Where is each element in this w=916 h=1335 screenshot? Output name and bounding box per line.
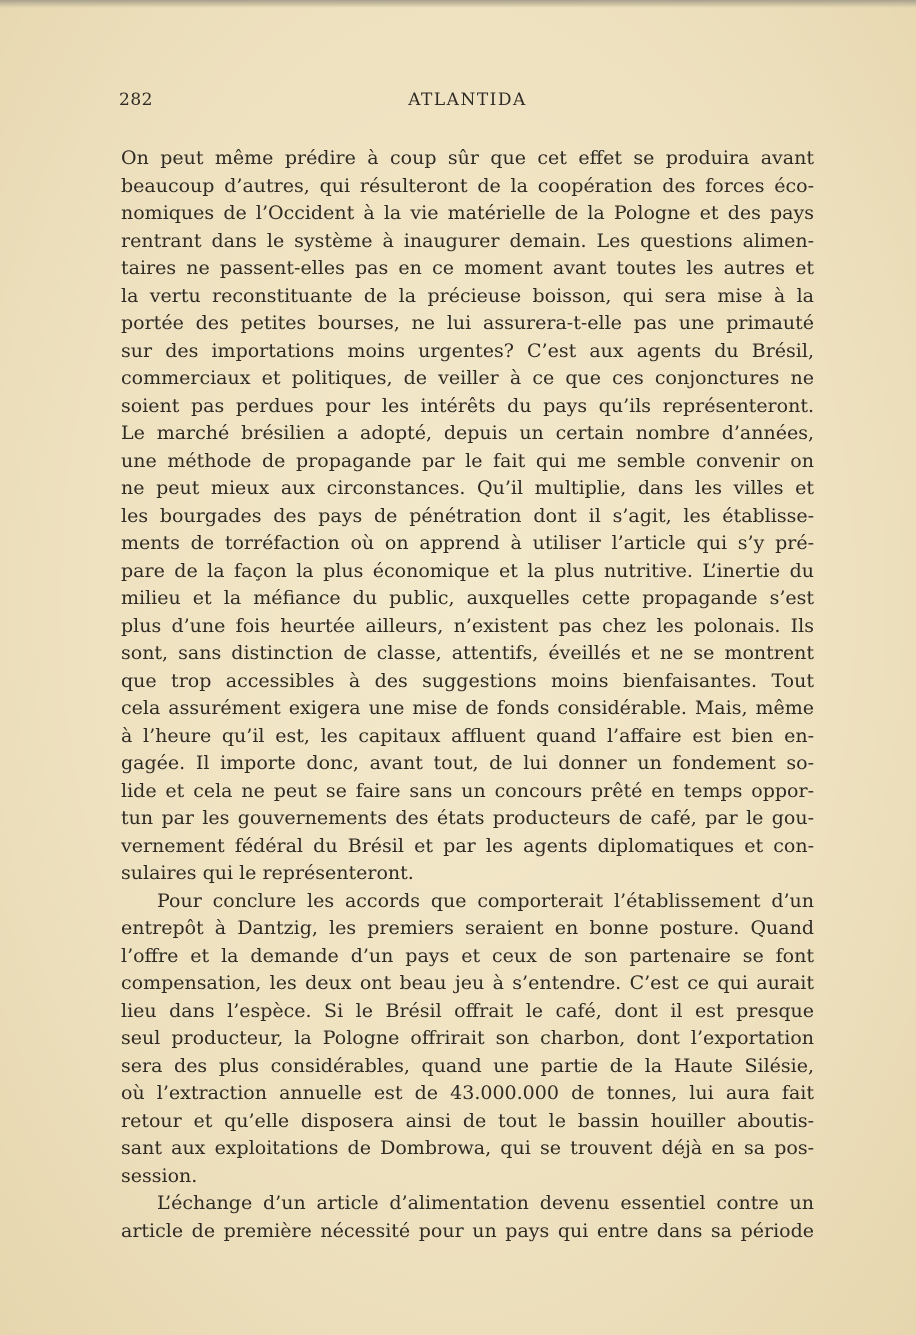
text-line: rentrant dans le système à inaugurer demain. Les questions alimen- — [121, 229, 814, 252]
text-line: soient pas perdues pour les intérêts du pays qu’ils représenteront. — [121, 394, 814, 417]
page-number: 282 — [119, 90, 153, 110]
running-title: ATLANTIDA — [408, 90, 527, 110]
text-line: session. — [121, 1164, 198, 1187]
text-line: L’échange d’un article d’alimentation devenu essentiel contre un — [157, 1192, 814, 1214]
text-line: sont, sans distinction de classe, attentifs, éveillés et ne se montrent — [121, 642, 814, 664]
text-line: sera des plus considérables, quand une partie de la Haute Silésie, — [121, 1054, 814, 1077]
text-line: sant aux exploitations de Dombrowa, qui se trouvent déjà en sa pos- — [121, 1137, 814, 1159]
text-line: sur des importations moins urgentes? C’est aux agents du Brésil, — [121, 339, 814, 362]
text-line: On peut même prédire à coup sûr que cet effet se produira avant — [121, 147, 814, 169]
running-header — [119, 90, 816, 114]
text-line: beaucoup d’autres, qui résulteront de la coopération des forces éco- — [121, 174, 814, 197]
text-line: où l’extraction annuelle est de 43.000.000 de tonnes, lui aura fait — [121, 1082, 814, 1104]
text-line: l’offre et la demande d’un pays et ceux de son partenaire se font — [121, 944, 814, 967]
text-line: article de première nécessité pour un pays qui entre dans sa période — [121, 1219, 814, 1242]
text-line: nomiques de l’Occident à la vie matérielle de la Pologne et des pays — [121, 202, 814, 224]
text-line: milieu et la méfiance du public, auxquelles cette propagande s’est — [121, 587, 814, 609]
text-line: plus d’une fois heurtée ailleurs, n’existent pas chez les polonais. Ils — [121, 614, 814, 637]
text-line: pare de la façon la plus économique et la plus nutritive. L’inertie du — [121, 559, 814, 582]
text-line: tun par les gouvernements des états producteurs de café, par le gou- — [121, 807, 814, 829]
text-line: lieu dans l’espèce. Si le Brésil offrait le café, dont il est presque — [121, 999, 814, 1022]
body-text — [121, 145, 814, 1245]
paragraph — [121, 1190, 814, 1245]
text-line: cela assurément exigera une mise de fonds considérable. Mais, même — [121, 697, 814, 719]
text-line: Le marché brésilien a adopté, depuis un certain nombre d’années, — [121, 422, 814, 444]
text-line: que trop accessibles à des suggestions moins bienfaisantes. Tout — [121, 669, 814, 692]
text-line: entrepôt à Dantzig, les premiers seraient en bonne posture. Quand — [121, 917, 814, 939]
text-line: retour et qu’elle disposera ainsi de tout le bassin houiller aboutis- — [121, 1109, 814, 1132]
text-line: gagée. Il importe donc, avant tout, de lui donner un fondement so- — [121, 752, 814, 774]
text-line: taires ne passent-elles pas en ce moment avant toutes les autres et — [121, 257, 814, 279]
text-line: à l’heure qu’il est, les capitaux affluent quand l’affaire est bien en- — [121, 724, 814, 747]
text-line: vernement fédéral du Brésil et par les agents diplomatiques et con- — [121, 834, 814, 857]
page-top-edge — [0, 0, 916, 8]
text-line: portée des petites bourses, ne lui assurera-t-elle pas une primauté — [121, 312, 814, 334]
text-line: Pour conclure les accords que comporterait l’établissement d’un — [157, 889, 814, 912]
paragraph — [121, 888, 814, 1191]
text-line: seul producteur, la Pologne offrirait son charbon, dont l’exportation — [121, 1027, 814, 1049]
text-line: la vertu reconstituante de la précieuse boisson, qui sera mise à la — [121, 284, 814, 307]
text-line: ne peut mieux aux circonstances. Qu’il multiplie, dans les villes et — [121, 477, 814, 499]
text-line: une méthode de propagande par le fait qui me semble convenir on — [121, 449, 814, 472]
text-line: les bourgades des pays de pénétration dont il s’agit, les établisse- — [121, 504, 814, 527]
text-line: ments de torréfaction où on apprend à utiliser l’article qui s’y pré- — [121, 532, 814, 554]
text-line: lide et cela ne peut se faire sans un concours prêté en temps oppor- — [121, 779, 814, 802]
paragraph — [121, 145, 814, 888]
text-line: compensation, les deux ont beau jeu à s’entendre. C’est ce qui aurait — [121, 972, 814, 994]
text-line: sulaires qui le représenteront. — [121, 862, 414, 884]
text-line: commerciaux et politiques, de veiller à ce que ces conjonctures ne — [121, 367, 814, 389]
